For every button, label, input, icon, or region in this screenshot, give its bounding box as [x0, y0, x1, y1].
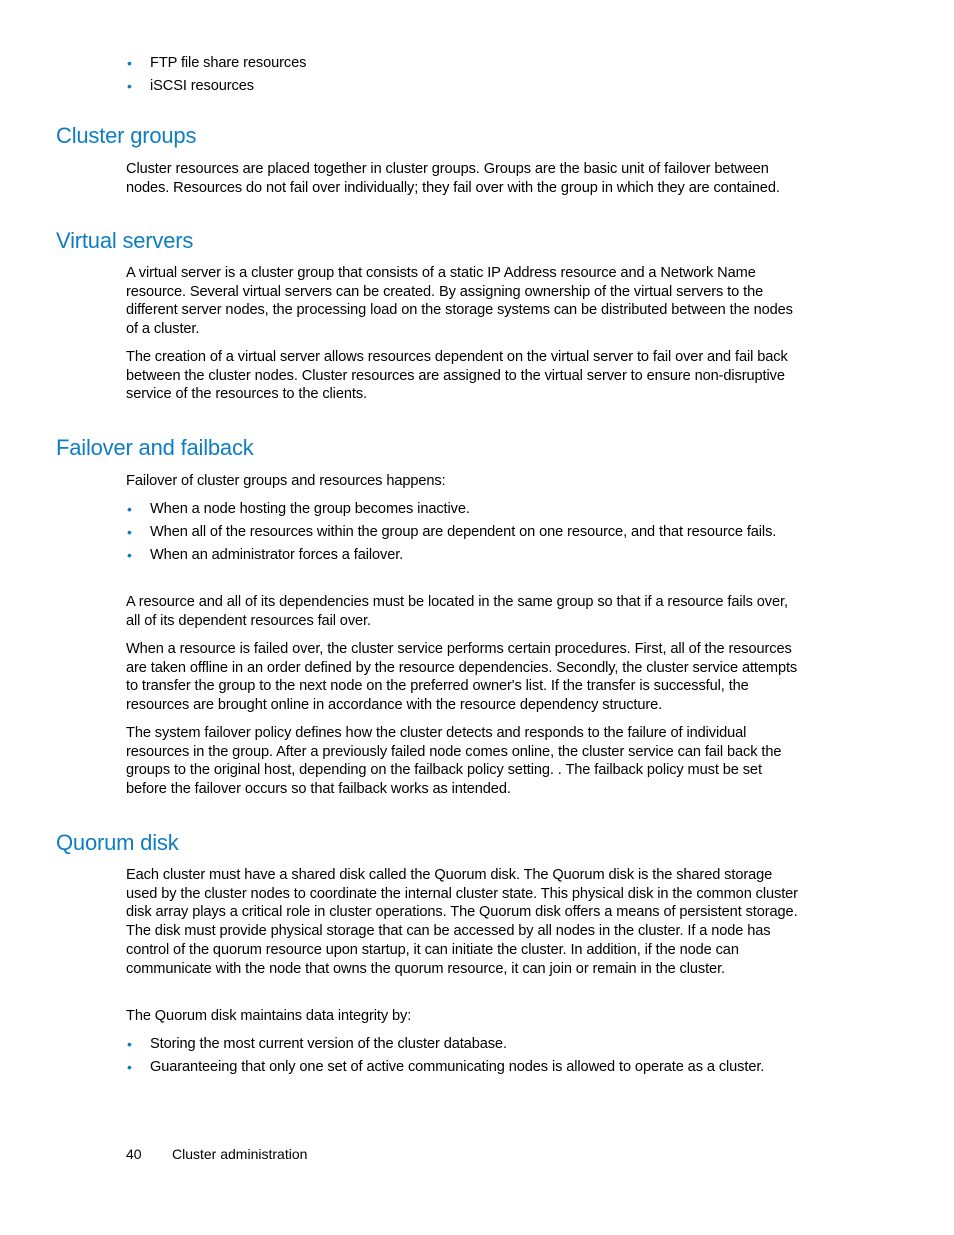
- paragraph: A resource and all of its dependencies must be located in the same group so that if a resource fails over, all of its dependent resources fail over.: [126, 594, 788, 629]
- paragraph: Each cluster must have a shared disk called the Quorum disk. The Quorum disk is the shared storage used by the cluster nodes to coordinate the internal cluster state. This physical disk in the common cluster disk array plays a critical role in cluster operations. The Quorum disk offers a means of persistent storage. The disk must provide physical storage that can be accessed by all nodes in the cluster. If a node has control of the quorum resource upon startup, it can initiate the cluster. In addition, if the node can communicate with the node that owns the quorum resource, it can join or remain in the cluster.: [126, 867, 798, 977]
- paragraph: Cluster resources are placed together in cluster groups. Groups are the basic unit of failover between nodes. Resources do not fail over individually; they fail over with the group in which they are contained.: [126, 161, 780, 196]
- bullet-icon: •: [127, 78, 132, 95]
- failover-bullet-list: [126, 500, 806, 570]
- paragraph: When a resource is failed over, the cluster service performs certain procedures. First, all of the resources are taken offline in an order defined by the resource dependencies. Secondly, the cluster service attempts to transfer the group to the next node on the preferred owner's list. If the transfer is successful, the resources are brought online in accordance with the resource dependency structure.: [126, 641, 798, 714]
- intro-bullet-list: [126, 54, 806, 100]
- list-item: • FTP file share resources: [127, 55, 307, 71]
- paragraph: The creation of a virtual server allows resources dependent on the virtual server to fail over and fail back between the cluster nodes. Cluster resources are assigned to the virtual server to ensure non-disruptive service of the resources to the clients.: [126, 349, 788, 403]
- list-item: • Storing the most current version of the cluster database.: [127, 1036, 507, 1052]
- section-heading-quorum-disk: Quorum disk: [56, 830, 179, 855]
- bullet-icon: •: [127, 1036, 132, 1052]
- bullet-icon: •: [127, 501, 132, 517]
- paragraph: The system failover policy defines how the cluster detects and responds to the failure of individual resources in the group. After a previously failed node comes online, the cluster service can fail back the groups to the original host, depending on the failback policy setting. . The failback policy must be set before the failover occurs so that failback works as intended.: [126, 725, 782, 798]
- list-item: • When a node hosting the group becomes inactive.: [127, 501, 470, 517]
- bullet-icon: •: [127, 547, 132, 564]
- paragraph: The Quorum disk maintains data integrity by:: [126, 1008, 412, 1024]
- list-item: • iSCSI resources: [127, 78, 254, 95]
- section-heading-failover-and-failback: Failover and failback: [56, 435, 254, 460]
- list-item: • Guaranteeing that only one set of active communicating nodes is allowed to operate as a cluster.: [127, 1059, 765, 1076]
- section-heading-cluster-groups: Cluster groups: [56, 123, 197, 148]
- bullet-icon: •: [127, 55, 132, 71]
- quorum-bullet-list: [126, 1035, 806, 1081]
- section-heading-virtual-servers: Virtual servers: [56, 228, 194, 253]
- list-item: • When an administrator forces a failover.: [127, 547, 404, 564]
- bullet-icon: •: [127, 524, 132, 541]
- paragraph: A virtual server is a cluster group that consists of a static IP Address resource and a Network Name resource. Several virtual servers can be created. By assigning ownership of the virtual servers to the different server nodes, the processing load on the storage systems can be distributed between the nodes of a cluster.: [126, 265, 793, 338]
- list-item: • When all of the resources within the group are dependent on one resource, and that resource fails.: [127, 524, 777, 541]
- footer-section-title: Cluster administration: [172, 1146, 308, 1162]
- page-number: 40: [126, 1146, 142, 1162]
- paragraph: Failover of cluster groups and resources happens:: [126, 473, 446, 489]
- page-footer: [126, 1145, 307, 1163]
- bullet-icon: •: [127, 1059, 132, 1076]
